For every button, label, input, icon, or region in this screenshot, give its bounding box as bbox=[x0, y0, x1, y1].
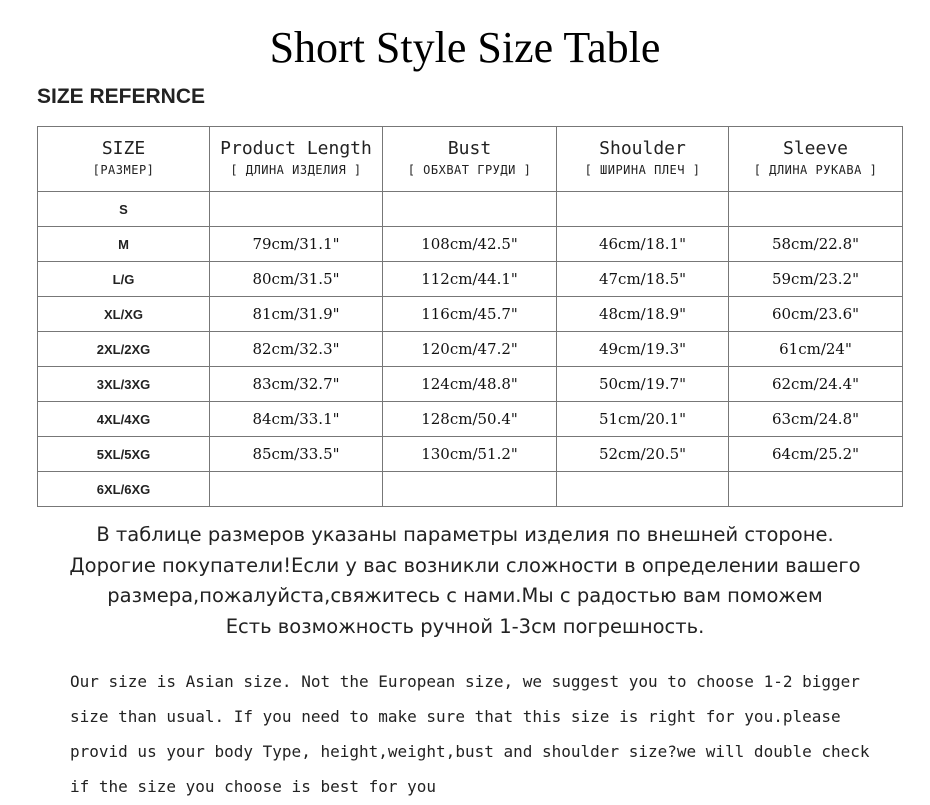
russian-notes bbox=[0, 520, 930, 642]
russian-note-line: Дорогие покупатели!Если у вас возникли сложности в определении вашего bbox=[69, 553, 861, 577]
size-cell: 4XL/4XG bbox=[38, 402, 210, 437]
header-product-length-sublabel: [ ДЛИНА ИЗДЕЛИЯ ] bbox=[230, 163, 362, 177]
shoulder-cell: 51cm/20.1" bbox=[557, 402, 729, 437]
header-bust bbox=[383, 127, 557, 192]
bust-cell: 124cm/48.8" bbox=[383, 367, 557, 402]
table-row bbox=[38, 437, 903, 472]
table-row bbox=[38, 297, 903, 332]
length-cell: 84cm/33.1" bbox=[210, 402, 383, 437]
russian-note-line: В таблице размеров указаны параметры изделия по внешней стороне. bbox=[96, 523, 834, 546]
shoulder-cell: 49cm/19.3" bbox=[557, 332, 729, 367]
length-cell: 83cm/32.7" bbox=[210, 367, 383, 402]
page-title: Short Style Size Table bbox=[269, 23, 661, 72]
size-cell: 5XL/5XG bbox=[38, 437, 210, 472]
size-cell: M bbox=[38, 227, 210, 262]
russian-note-line: размера,пожалуйста,свяжитесь с нами.Мы с радостью вам поможем bbox=[107, 584, 823, 607]
table-row bbox=[38, 472, 903, 507]
sleeve-cell: 63cm/24.8" bbox=[729, 402, 903, 437]
table-row bbox=[38, 332, 903, 367]
size-reference-heading: SIZE REFERNCE bbox=[37, 85, 206, 108]
bust-cell bbox=[383, 472, 557, 507]
header-sleeve bbox=[729, 127, 903, 192]
english-note-line: Our size is Asian size. Not the European size, we suggest you to choose 1-2 bigger bbox=[70, 672, 860, 691]
shoulder-cell bbox=[557, 192, 729, 227]
header-size-sublabel: [РАЗМЕР] bbox=[92, 163, 155, 177]
header-bust-label: Bust bbox=[447, 138, 492, 159]
header-shoulder-sublabel: [ ШИРИНА ПЛЕЧ ] bbox=[584, 163, 701, 177]
sleeve-cell: 61cm/24" bbox=[729, 332, 903, 367]
table-header-row bbox=[38, 127, 903, 192]
shoulder-cell: 47cm/18.5" bbox=[557, 262, 729, 297]
bust-cell: 120cm/47.2" bbox=[383, 332, 557, 367]
length-cell bbox=[210, 472, 383, 507]
table-row bbox=[38, 367, 903, 402]
shoulder-cell: 48cm/18.9" bbox=[557, 297, 729, 332]
header-product-length bbox=[210, 127, 383, 192]
sleeve-cell: 62cm/24.4" bbox=[729, 367, 903, 402]
header-product-length-label: Product Length bbox=[220, 138, 372, 159]
bust-cell: 112cm/44.1" bbox=[383, 262, 557, 297]
sleeve-cell bbox=[729, 472, 903, 507]
bust-cell: 128cm/50.4" bbox=[383, 402, 557, 437]
sleeve-cell bbox=[729, 192, 903, 227]
header-shoulder bbox=[557, 127, 729, 192]
header-size-label: SIZE bbox=[101, 138, 146, 159]
english-note-line: size than usual. If you need to make sure that this size is right for you.please bbox=[70, 707, 841, 726]
bust-cell: 130cm/51.2" bbox=[383, 437, 557, 472]
english-note-line: if the size you choose is best for you bbox=[70, 777, 437, 796]
size-cell: L/G bbox=[38, 262, 210, 297]
shoulder-cell: 46cm/18.1" bbox=[557, 227, 729, 262]
size-cell: XL/XG bbox=[38, 297, 210, 332]
sleeve-cell: 60cm/23.6" bbox=[729, 297, 903, 332]
english-note-line: provid us your body Type, height,weight,bust and shoulder size?we will double check bbox=[70, 742, 870, 761]
bust-cell: 108cm/42.5" bbox=[383, 227, 557, 262]
bust-cell bbox=[383, 192, 557, 227]
length-cell: 82cm/32.3" bbox=[210, 332, 383, 367]
header-sleeve-label: Sleeve bbox=[782, 138, 849, 159]
size-cell: 3XL/3XG bbox=[38, 367, 210, 402]
table-row bbox=[38, 192, 903, 227]
length-cell: 85cm/33.5" bbox=[210, 437, 383, 472]
table-row bbox=[38, 262, 903, 297]
shoulder-cell: 52cm/20.5" bbox=[557, 437, 729, 472]
length-cell: 80cm/31.5" bbox=[210, 262, 383, 297]
size-cell: 6XL/6XG bbox=[38, 472, 210, 507]
english-notes bbox=[70, 664, 920, 804]
bust-cell: 116cm/45.7" bbox=[383, 297, 557, 332]
length-cell bbox=[210, 192, 383, 227]
header-shoulder-label: Shoulder bbox=[599, 138, 686, 159]
length-cell: 81cm/31.9" bbox=[210, 297, 383, 332]
sleeve-cell: 58cm/22.8" bbox=[729, 227, 903, 262]
table-row bbox=[38, 402, 903, 437]
shoulder-cell bbox=[557, 472, 729, 507]
shoulder-cell: 50cm/19.7" bbox=[557, 367, 729, 402]
header-size bbox=[38, 127, 210, 192]
russian-note-line: Есть возможность ручной 1-3см погрешность. bbox=[225, 614, 705, 638]
header-sleeve-sublabel: [ ДЛИНА РУКАВА ] bbox=[753, 163, 878, 177]
sleeve-cell: 59cm/23.2" bbox=[729, 262, 903, 297]
length-cell: 79cm/31.1" bbox=[210, 227, 383, 262]
header-bust-sublabel: [ ОБХВАТ ГРУДИ ] bbox=[407, 163, 532, 177]
size-cell: S bbox=[38, 192, 210, 227]
sleeve-cell: 64cm/25.2" bbox=[729, 437, 903, 472]
size-table bbox=[37, 126, 903, 507]
size-cell: 2XL/2XG bbox=[38, 332, 210, 367]
table-row bbox=[38, 227, 903, 262]
